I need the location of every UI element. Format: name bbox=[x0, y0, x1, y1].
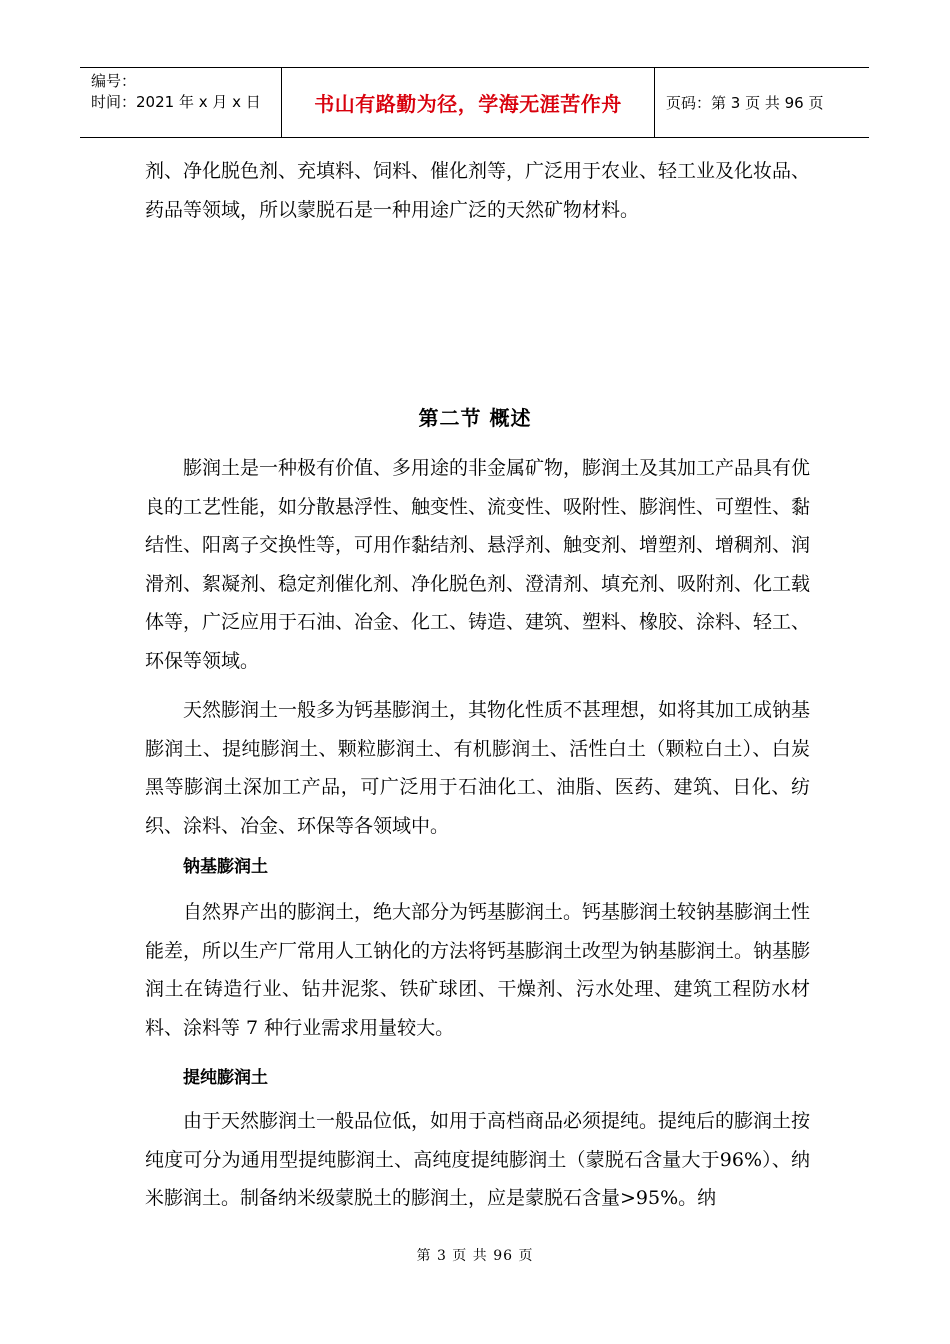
document-number-label: 编号： bbox=[91, 72, 137, 90]
overview-paragraph-2: 天然膨润土一般多为钙基膨润土，其物化性质不甚理想，如将其加工成钠基膨润土、提纯膨润土、颗粒膨润土、有机膨润土、活性白土（颗粒白土）、白炭黑等膨润土深加工产品，可广泛用于石油化工、油脂、医药、建筑、日化、纺织、涂料、冶金、环保等各领域中。 bbox=[145, 699, 811, 837]
intro-paragraph: 剂、净化脱色剂、充填料、饲料、催化剂等，广泛用于农业、轻工业及化妆品、药品等领域，所以蒙脱石是一种用途广泛的天然矿物材料。 bbox=[145, 160, 811, 221]
purified-bentonite-heading: 提纯膨润土 bbox=[183, 1068, 268, 1088]
intro-block bbox=[145, 152, 810, 229]
sodium-block bbox=[145, 893, 810, 1047]
sodium-bentonite-heading: 钠基膨润土 bbox=[183, 857, 268, 877]
document-time: 时间：2021 年 x 月 x 日 bbox=[91, 93, 261, 111]
header-meta bbox=[80, 68, 282, 137]
page-footer: 第 3 页 共 96 页 bbox=[416, 1248, 534, 1264]
purified-paragraph: 由于天然膨润土一般品位低，如用于高档商品必须提纯。提纯后的膨润土按纯度可分为通用型提纯膨润土、高纯度提纯膨润土（蒙脱石含量大于96%）、纳米膨润土。制备纳米级蒙脱土的膨润土，应是蒙脱石含量>95%。纳 bbox=[145, 1110, 811, 1209]
overview-paragraph-1: 膨润土是一种极有价值、多用途的非金属矿物，膨润土及其加工产品具有优良的工艺性能，如分散悬浮性、触变性、流变性、吸附性、膨润性、可塑性、黏结性、阳离子交换性等，可用作黏结剂、悬浮剂、触变剂、增塑剂、增稠剂、润滑剂、絮凝剂、稳定剂催化剂、净化脱色剂、澄清剂、填充剂、吸附剂、化工载体等，广泛应用于石油、冶金、化工、铸造、建筑、塑料、橡胶、涂料、轻工、环保等领域。 bbox=[145, 457, 811, 672]
section-title: 第二节 概述 bbox=[418, 406, 532, 430]
page-header bbox=[80, 67, 869, 138]
header-page-code: 页码：第 3 页 共 96 页 bbox=[666, 94, 824, 112]
overview-block bbox=[145, 449, 810, 845]
header-motto: 书山有路勤为径，学海无涯苦作舟 bbox=[282, 68, 655, 137]
purified-block bbox=[145, 1102, 810, 1218]
sodium-paragraph: 自然界产出的膨润土，绝大部分为钙基膨润土。钙基膨润土较钠基膨润土性能差，所以生产厂常用人工钠化的方法将钙基膨润土改型为钠基膨润土。钠基膨润土在铸造行业、钻井泥浆、铁矿球团、干燥剂、污水处理、建筑工程防水材料、涂料等 7 种行业需求用量较大。 bbox=[145, 901, 811, 1039]
